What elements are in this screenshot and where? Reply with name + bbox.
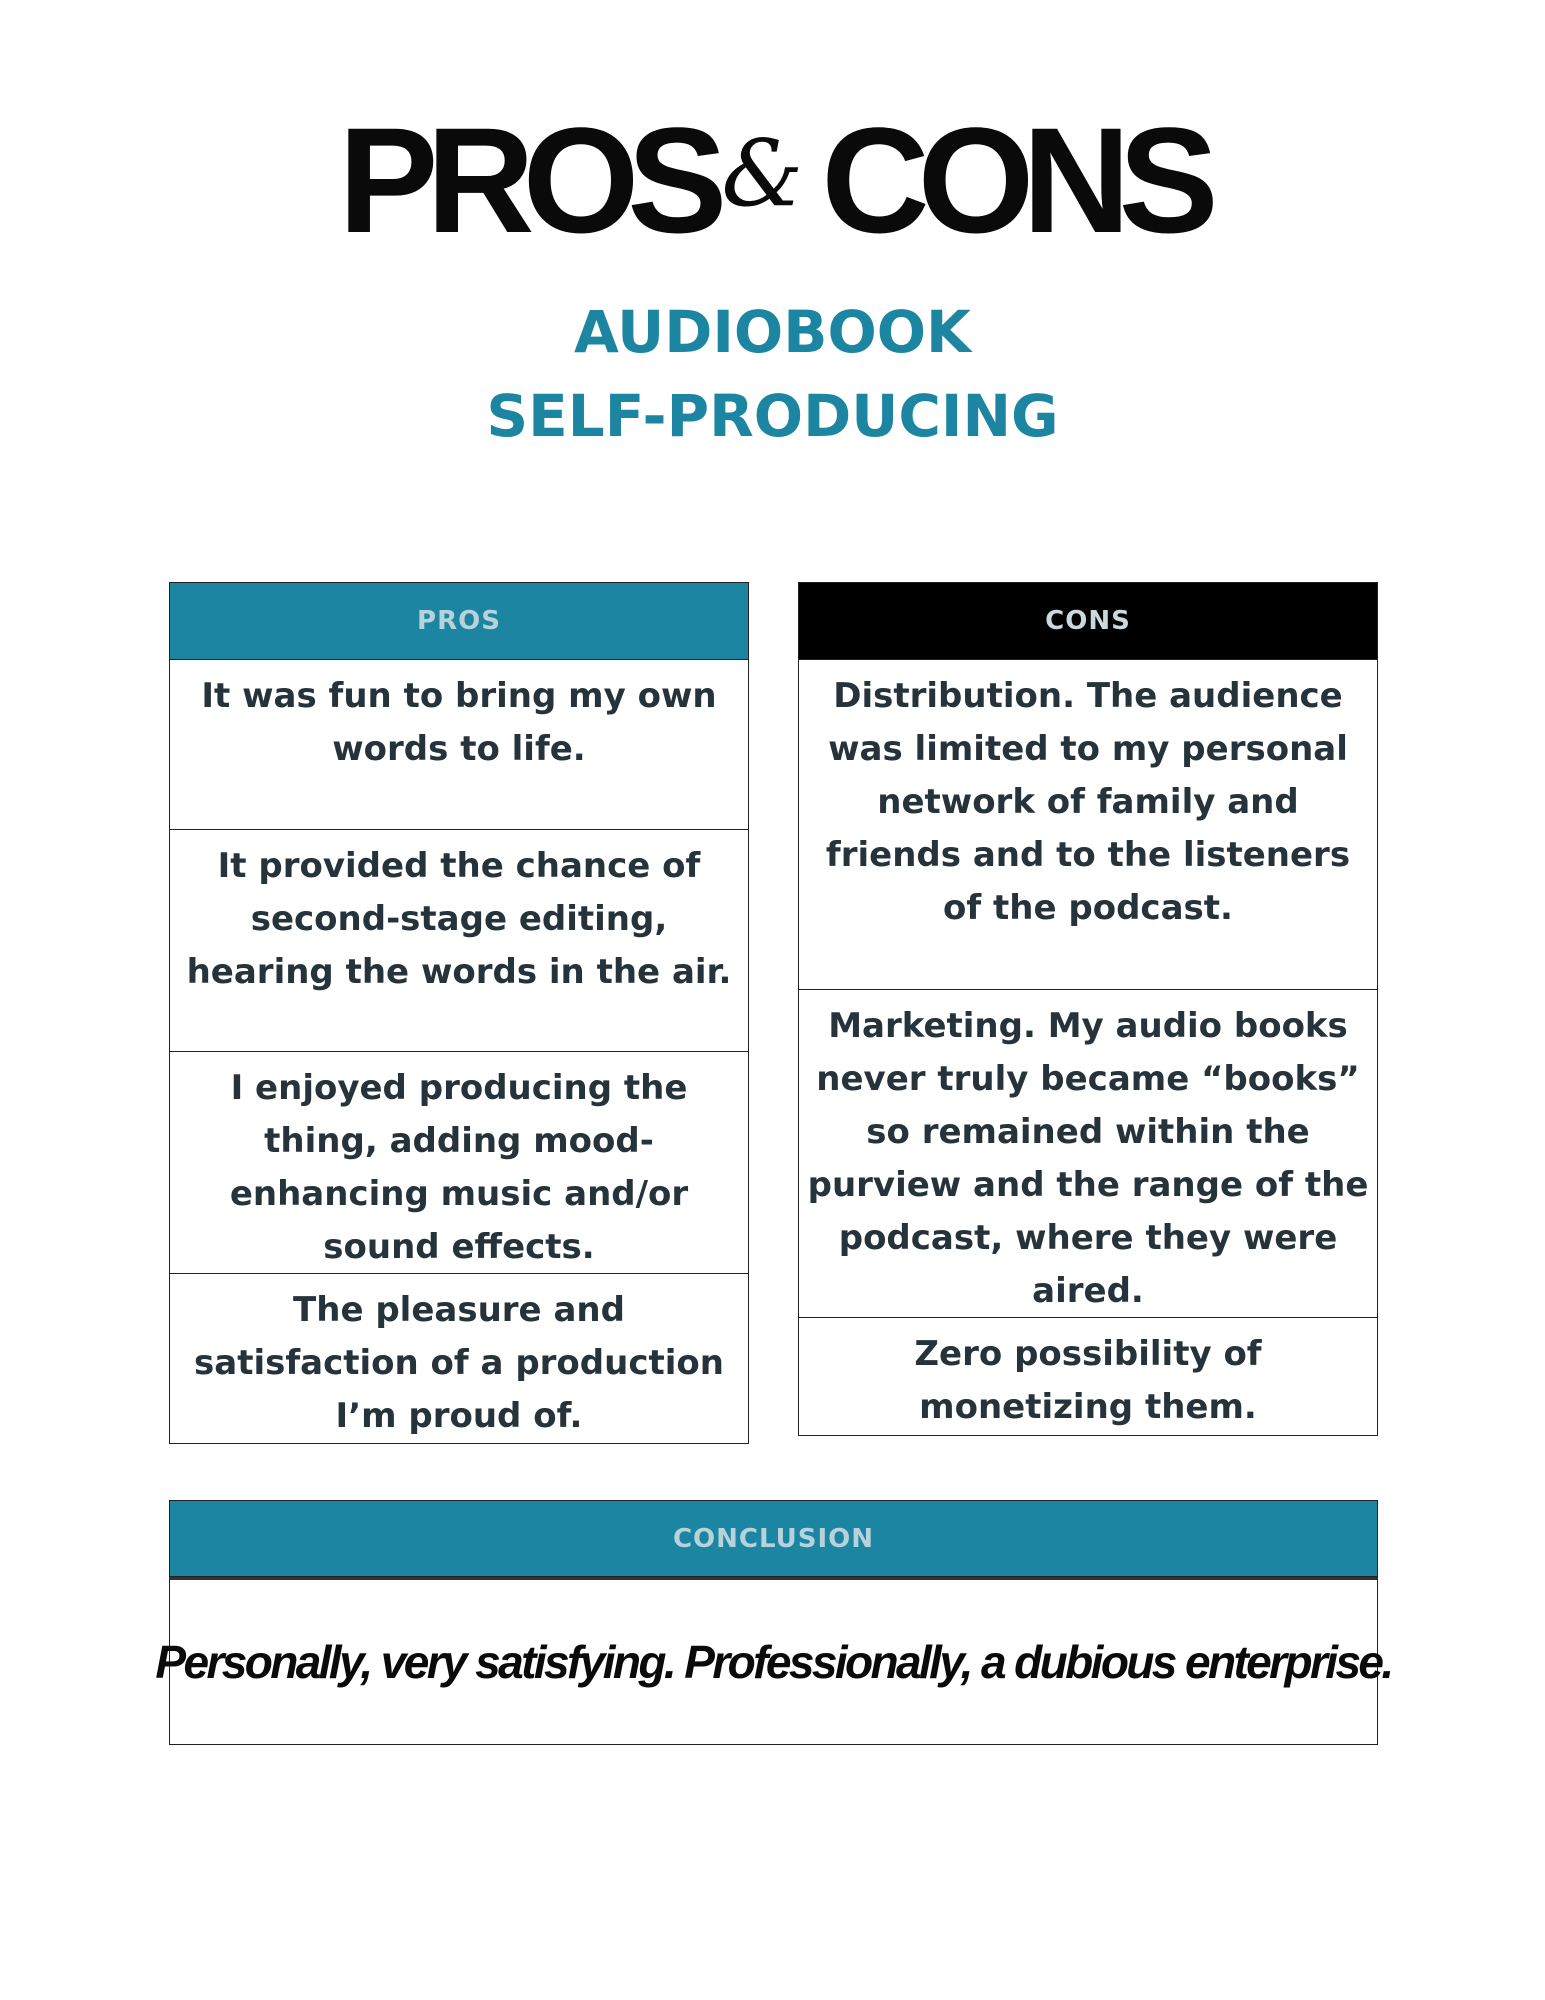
title-pros-word: PROS (338, 96, 716, 264)
cons-header: CONS (798, 582, 1378, 660)
pros-header: PROS (169, 582, 749, 660)
pros-column (169, 582, 749, 1444)
pros-item: It provided the chance of second-stage editing, hearing the words in the air. (169, 830, 749, 1052)
pros-item: The pleasure and satisfaction of a production I’m proud of. (169, 1274, 749, 1444)
cons-column (798, 582, 1378, 1436)
cons-item: Marketing. My audio books never truly became “books” so remained within the purview and the range of the podcast, where they were aired. (798, 990, 1378, 1318)
page-subtitle (0, 290, 1545, 458)
cons-item: Distribution. The audience was limited to my personal network of family and friends and to the listeners of the podcast. (798, 660, 1378, 990)
cons-item: Zero possibility of monetizing them. (798, 1318, 1378, 1436)
conclusion-section (155, 1500, 1392, 1745)
subtitle-line-1: AUDIOBOOK (574, 298, 971, 366)
title-cons-word: CONS (821, 96, 1207, 264)
conclusion-header: CONCLUSION (169, 1500, 1378, 1577)
title-ampersand: & (721, 120, 804, 227)
subtitle-line-2: SELF-PRODUCING (486, 382, 1059, 450)
pros-item: It was fun to bring my own words to life. (169, 660, 749, 830)
page-title (0, 96, 1545, 264)
pros-item: I enjoyed producing the thing, adding mood-enhancing music and/or sound effects. (169, 1052, 749, 1274)
conclusion-text: Personally, very satisfying. Professionally, a dubious enterprise. (169, 1577, 1378, 1745)
